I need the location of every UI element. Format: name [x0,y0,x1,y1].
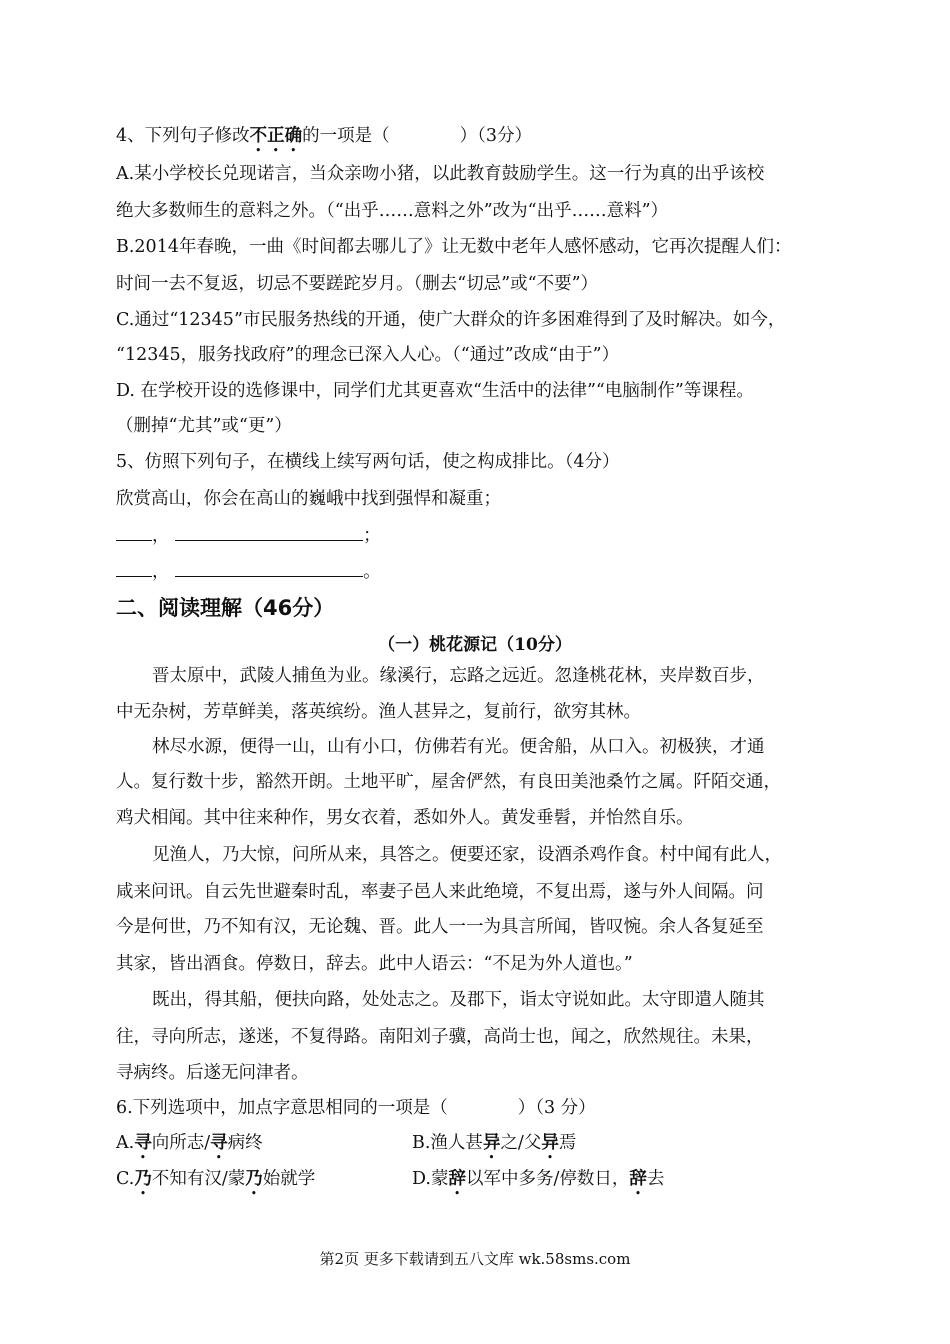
answer-blank[interactable] [175,522,363,541]
passage-line: 林尽水源，便得一山，山有小口，仿佛若有光。便舍船，从口入。初极狭，才通 [152,737,765,757]
q4-stem-text: 4、下列句子修改 [116,126,250,146]
passage-line: 见渔人，乃大惊，问所从来，具答之。便要还家，设酒杀鸡作食。村中闻有此人， [152,845,782,865]
q4-option-a-line2: 绝大多数师生的意料之外。（“出乎……意料之外”改为“出乎……意料”） [116,201,669,221]
passage-line: 晋太原中，武陵人捕鱼为业。缘溪行，忘路之远近。忽逢桃花林，夹岸数百步， [152,666,765,686]
q5-blank-line-1 [116,522,381,548]
section-heading: 二、阅读理解（46分） [116,596,335,620]
q6-option-a [116,1131,263,1163]
option-text: 病终 [227,1133,263,1153]
q5-example: 欣赏高山，你会在高山的巍峨中找到强悍和凝重； [116,489,501,509]
dotted-char: 寻 [210,1133,228,1153]
q4-option-a-line1: A.某小学校长兑现诺言，当众亲吻小猪，以此教育鼓励学生。这一行为真的出乎该校 [116,164,765,184]
page-footer: 第2页 更多下载请到五八文库 wk.58sms.com [319,1250,631,1268]
option-text: D.蒙 [412,1169,449,1189]
answer-blank[interactable] [116,558,152,577]
option-text: 不知有汉/蒙 [151,1169,246,1189]
q5-end-mark: 。 [363,562,381,582]
answer-blank[interactable] [175,558,363,577]
answer-blank[interactable] [116,522,152,541]
q5-separator: ， [152,526,170,546]
q6-option-d [412,1167,664,1199]
q5-blank-line-2 [116,558,381,584]
passage-line: 鸡犬相闻。其中往来种作，男女衣着，悉如外人。黄发垂髫，并怡然自乐。 [116,808,694,828]
q4-option-d-line1: D. 在学校开设的选修课中，同学们尤其更喜欢“生活中的法律”“电脑制作”等课程。 [116,381,754,401]
passage-line: 人。复行数十步，豁然开朗。土地平旷，屋舍俨然，有良田美池桑竹之属。阡陌交通， [116,772,781,792]
passage-line: 咸来问讯。自云先世避秦时乱，率妻子邑人来此绝境，不复出焉，遂与外人间隔。问 [116,882,764,902]
q4-option-c-line2: “12345，服务找政府”的理念已深入人心。（“通过”改成“由于”） [116,345,620,365]
option-text: 去 [646,1169,665,1189]
passage-line: 寻病终。后遂无问津者。 [116,1063,309,1083]
option-text: 以军中多务/停数日， [465,1169,630,1189]
q5-stem: 5、仿照下列句子，在横线上续写两句话，使之构成排比。（4分） [116,452,620,472]
passage-line: 往，寻向所志，遂迷，不复得路。南阳刘子骥，高尚士也，闻之，欣然规往。未果， [116,1027,764,1047]
passage-line: 其家，皆出酒食。停数日，辞去。此中人语云：“不足为外人道也。” [116,954,633,974]
q5-end-mark: ； [363,526,381,546]
passage-line: 既出，得其船，便扶向路，处处志之。及郡下，诣太守说如此。太守即遣人随其 [152,990,765,1010]
passage-line: 今是何世，乃不知有汉，无论魏、晋。此人一一为具言所闻，皆叹惋。余人各复延至 [116,917,764,937]
passage-title: （一）桃花源记（10分） [378,635,572,655]
dotted-char: 异 [541,1133,559,1153]
q4-stem-tail: 的一项是（ ）（3分） [302,126,533,146]
q4-stem [116,124,532,156]
passage-line: 中无杂树，芳草鲜美，落英缤纷。渔人甚异之，复前行，欲穷其林。 [116,702,641,722]
q4-stem-emphasis: 不正确 [249,126,303,146]
option-text: B.渔人甚 [412,1133,483,1153]
option-text: 向所志/ [151,1133,211,1153]
q4-option-d-line2: （删掉“尤其”或“更”） [116,416,292,436]
dotted-char: 乃 [245,1169,263,1189]
q6-stem: 6.下列选项中，加点字意思相同的一项是（ ）（3 分） [116,1098,596,1118]
q6-option-c [116,1167,315,1199]
q5-separator: ， [152,562,170,582]
q4-option-c-line1: C.通过“12345”市民服务热线的开通，使广大群众的许多困难得到了及时解决。如今， [116,310,786,330]
dotted-char: 辞 [629,1169,647,1189]
dotted-char: 异 [482,1133,501,1153]
dotted-char: 辞 [448,1169,466,1189]
option-text: 焉 [558,1133,577,1153]
dotted-char: 乃 [134,1169,152,1189]
option-text: C. [116,1169,135,1189]
q6-option-b [412,1131,576,1163]
option-text: 之/父 [500,1133,542,1153]
option-text: A. [116,1133,135,1153]
dotted-char: 寻 [134,1133,152,1153]
q4-option-b-line1: B.2014年春晚，一曲《时间都去哪儿了》让无数中老年人感怀感动，它再次提醒人们： [116,237,792,257]
q4-option-b-line2: 时间一去不复返，切忌不要蹉跎岁月。（删去“切忌”或“不要”） [116,274,599,294]
option-text: 始就学 [262,1169,316,1189]
